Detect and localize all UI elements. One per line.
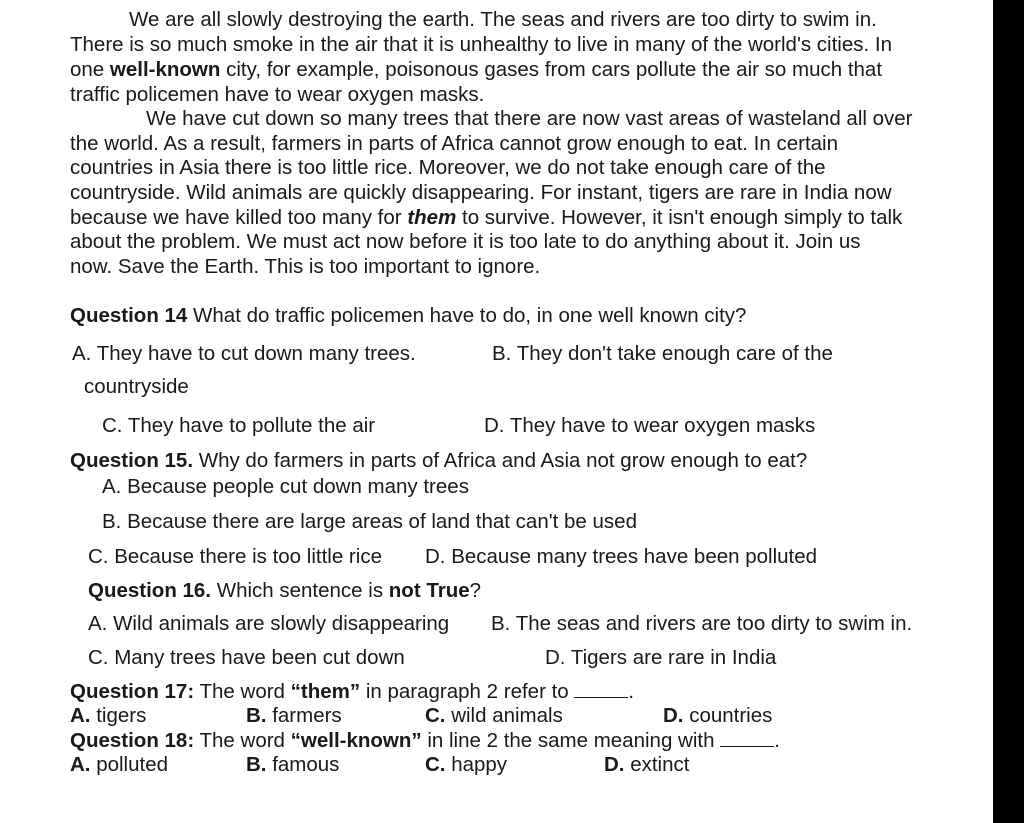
answer-blank[interactable] (574, 682, 628, 698)
answer-blank[interactable] (720, 731, 774, 747)
option-c[interactable]: C. Many trees have been cut down (88, 646, 405, 669)
question-15-prompt: Question 15. Why do farmers in parts of Africa and Asia not grow enough to eat? (70, 449, 808, 472)
passage-line: We are all slowly destroying the earth. The seas and rivers are too dirty to swim in. (129, 8, 877, 31)
option-b[interactable]: B. farmers (246, 704, 342, 727)
option-d[interactable]: D. Because many trees have been polluted (425, 545, 818, 568)
option-c[interactable]: C. wild animals (425, 704, 563, 727)
passage-line: countries in Asia there is too little rice. Moreover, we do not take enough care of the (70, 156, 826, 179)
option-c[interactable]: C. happy (425, 753, 508, 776)
option-c[interactable]: C. Because there is too little rice (88, 545, 382, 568)
passage-line: countryside. Wild animals are quickly disappearing. For instant, tigers are rare in India now (70, 181, 892, 204)
keyword-well-known: well-known (109, 58, 221, 81)
question-17-prompt: Question 17: The word “them” in paragraph 2 refer to . (70, 680, 635, 703)
option-b[interactable]: B. They don't take enough care of the (492, 342, 833, 365)
question-18-prompt: Question 18: The word “well-known” in line 2 the same meaning with . (70, 729, 780, 752)
option-b-continued: countryside (84, 375, 189, 398)
keyword-them: them (407, 206, 457, 229)
option-d[interactable]: D. Tigers are rare in India (545, 646, 777, 669)
option-a[interactable]: A. polluted (70, 753, 169, 776)
option-a[interactable]: A. They have to cut down many trees. (72, 342, 416, 365)
option-d[interactable]: D. countries (663, 704, 773, 727)
question-16-prompt: Question 16. Which sentence is not True? (88, 579, 482, 602)
passage-line: traffic policemen have to wear oxygen masks. (70, 83, 485, 106)
option-b[interactable]: B. The seas and rivers are too dirty to swim in. (491, 612, 913, 635)
option-c[interactable]: C. They have to pollute the air (102, 414, 376, 437)
question-14-prompt: Question 14 What do traffic policemen have to do, in one well known city? (70, 304, 747, 327)
option-d[interactable]: D. extinct (604, 753, 690, 776)
passage-line: We have cut down so many trees that there are now vast areas of wasteland all over (146, 107, 913, 130)
option-b[interactable]: B. famous (246, 753, 340, 776)
passage-line: the world. As a result, farmers in parts of Africa cannot grow enough to eat. In certain (70, 132, 839, 155)
passage-line: one well-known city, for example, poisonous gases from cars pollute the air so much that (70, 58, 883, 81)
option-b[interactable]: B. Because there are large areas of land that can't be used (102, 510, 637, 533)
option-a[interactable]: A. tigers (70, 704, 147, 727)
passage-line: about the problem. We must act now before it is too late to do anything about it. Join us (70, 230, 861, 253)
option-d[interactable]: D. They have to wear oxygen masks (484, 414, 816, 437)
right-edge-bar (993, 0, 1024, 823)
passage-line: There is so much smoke in the air that it is unhealthy to live in many of the world's cities. In (70, 33, 893, 56)
option-a[interactable]: A. Wild animals are slowly disappearing (88, 612, 450, 635)
option-a[interactable]: A. Because people cut down many trees (102, 475, 469, 498)
passage-line: now. Save the Earth. This is too important to ignore. (70, 255, 541, 278)
passage-line: because we have killed too many for them to survive. However, it isn't enough simply to talk (70, 206, 903, 229)
